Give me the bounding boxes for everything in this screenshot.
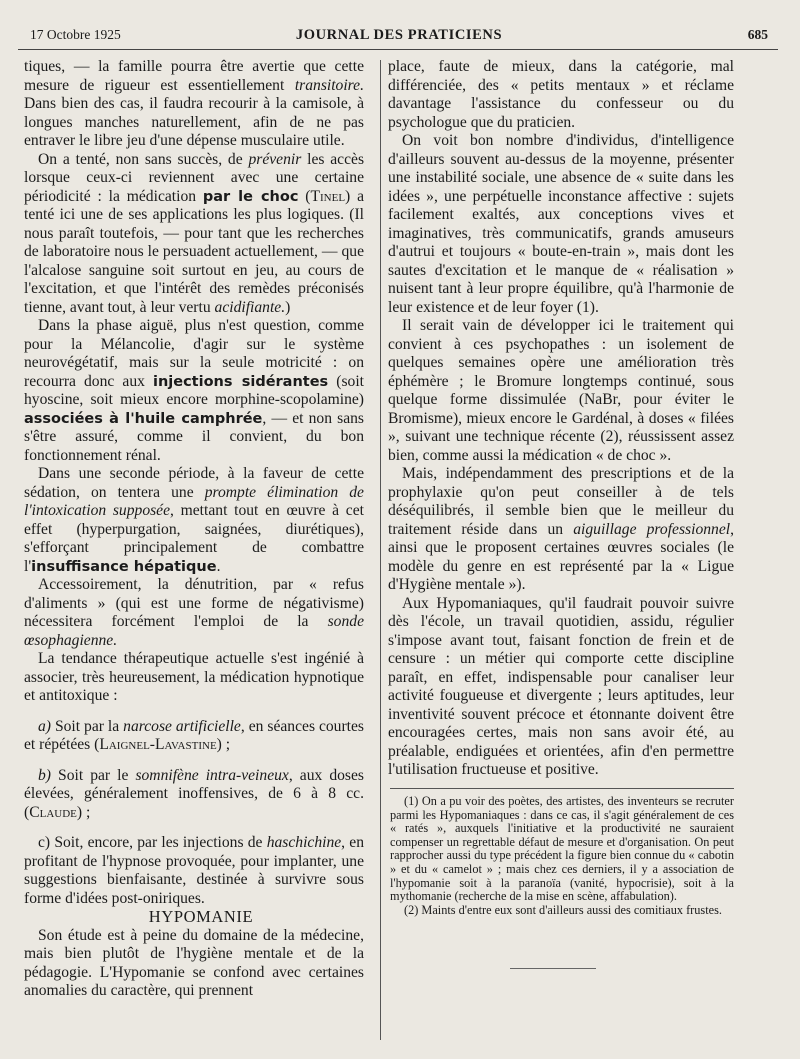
- end-rule: [510, 968, 596, 969]
- journal-title: JOURNAL DES PRATICIENS: [295, 27, 503, 43]
- paragraph: On a tenté, non sans succès, de prévenir les accès lorsque ceux-ci reviennent avec une certaine périodicité : la médication par le choc (Tinel) a tenté ici une de ses applications les plus logiques. (Il nous paraît toutefois, — pour tant que les recherches de laboratoire nous le persuadent actuellement, — que l'alcalose sanguine soit surtout en jeu, au cours de l'excitation, et que l'intérêt des remèdes préconisés tienne, avant tout, à leur vertu acidifiante.): [24, 150, 365, 316]
- page-number: 685: [747, 27, 768, 42]
- list-item-b: b) Soit par le somnifène intra-veineux, aux doses élevées, généralement inoffensives, de 6 à 8 cc. (Claude) ;: [24, 766, 364, 821]
- page-header: [30, 27, 768, 47]
- footnote-1: (1) On a pu voir des poètes, des artistes, des inventeurs se recruter parmi les Hypomaniaques : dans ce cas, il s'agit généralement de ces « ratés », auxquels l'initiative et la productivité ne sauraient compenser un regrettable défaut de mesure et d'organisation. On peut rapprocher aussi du type précédent la figure bien connue du « cabotin » et du « camelot » ; mais chez ces derniers, il y a association de l'hypomanie soit à la paranoïa (vanité, hypocrisie), soit à la mythomanie (recherche de la mise en scène, affabulation).: [390, 794, 734, 904]
- paragraph: tiques, — la famille pourra être avertie que cette mesure de rigueur est essentiellement transitoire. Dans bien des cas, il faudra recourir à la camisole, à longues manches naturellement, afin de ne pas entraver le libre jeu d'une dépense musculaire utile.: [24, 58, 364, 149]
- list-item-a: a) Soit par la narcose artificielle, en séances courtes et répétées (Laignel-Lavastine) ;: [24, 717, 364, 753]
- footnote-2: (2) Maints d'entre eux sont d'ailleurs aussi des comitiaux frustes.: [404, 902, 722, 917]
- paragraph: Il serait vain de développer ici le traitement qui convient à ces psychopathes : un isolement de quelques semaines opère une amélioration très éphémère ; le Bromure longtemps continué, sous quelque forme dissimulée (NaBr, pour éviter le Bromisme), mieux encore le Gardénal, à doses « filées », suivant une technique récente (2), réussissent assez bien, comme aussi la médication « de choc ».: [388, 317, 734, 464]
- paragraph: Son étude est à peine du domaine de la médecine, mais bien plutôt de l'hygiène mentale et de la pédagogie. L'Hypomanie se confond avec certaines anomalies du caractère, qui prennent: [24, 926, 364, 999]
- header-rule: [18, 49, 778, 50]
- paragraph: La tendance thérapeutique actuelle s'est ingénié à associer, très heureusement, la médication hypnotique et antitoxique :: [24, 650, 364, 704]
- paragraph: Dans une seconde période, à la faveur de cette sédation, on tentera une prompte élimination de l'intoxication supposée, mettant tout en œuvre à cet effet (hyperpurgation, saignées, diurétiques), s'efforçant principalement de combattre l'insuffisance hépatique.: [24, 465, 364, 575]
- paragraph: Mais, indépendamment des prescriptions et de la prophylaxie qu'on peut conseiller à de tels déséquilibrés, il semble bien que le meilleur du traitement réside dans un aiguillage professionnel, ainsi que le proposent certaines œuvres sociales (le modèle du genre en est représenté par la « Ligue d'Hygiène mentale »).: [388, 465, 734, 593]
- paragraph: place, faute de mieux, dans la catégorie, mal différenciée, des « petits mentaux » et réclame davantage l'assistance du confesseur ou du psychologue que du praticien.: [388, 58, 734, 131]
- issue-date: 17 Octobre 1925: [30, 27, 121, 42]
- paragraph: Aux Hypomaniaques, qu'il faudrait pouvoir suivre dès l'école, un travail quotidien, assidu, régulier s'impose avant tout, faisant fonction de frein et de censure : un métier qui comporte cette discipline paraît, en effet, indispensable pour canaliser leur activité fougueuse et divergente ; leurs aptitudes, leur inventivité souvent précoce et étonnante doivent être encouragées certes, mais non sans avoir été, au préalable, endiguées et orientées, afin d'en permettre l'utilisation fructueuse et positive.: [388, 594, 734, 778]
- left-column: [24, 58, 364, 1001]
- section-title: HYPOMANIE: [148, 907, 254, 926]
- paragraph: Accessoirement, la dénutrition, par « refus d'aliments » (qui est une forme de négativisme) nécessitera forcément l'emploi de la sonde œsophagienne.: [24, 576, 364, 649]
- column-divider: [380, 60, 381, 1040]
- paragraph: Dans la phase aiguë, plus n'est question, comme pour la Mélancolie, d'agir sur le système neurovégétatif, mais sur la seule motricité : on recourra donc aux injections sidérantes (soit hyoscine, soit mieux encore morphine-scopolamine) associées à l'huile camphrée, — et non sans s'être assuré, comme il convient, du bon fonctionnement rénal.: [24, 317, 364, 464]
- footnotes: [390, 795, 734, 917]
- list-item-c: c) Soit, encore, par les injections de haschichine, en profitant de l'hypnose provoquée, pour implanter, une suggestions bienfaisante, destinée à survivre sous forme d'idées post-oniriques.: [24, 834, 365, 907]
- footnote-rule: [390, 788, 734, 789]
- right-column: [388, 58, 734, 780]
- paragraph: On voit bon nombre d'individus, d'intelligence d'ailleurs souvent au-dessus de la moyenne, présenter une instabilité sociale, une absence de « suite dans les idées », une perpétuelle inconstance affective : sujets facilement exaltés, aux conceptions vives et imaginatives, très communicatifs, grands amuseurs d'autrui et toujours « boute-en-train », mais dont les sautes d'excitation et le manque de « réalisation » nuisent tant à leur propre équilibre, qu'à l'harmonie de leur existence et de leur foyer (1).: [388, 132, 734, 316]
